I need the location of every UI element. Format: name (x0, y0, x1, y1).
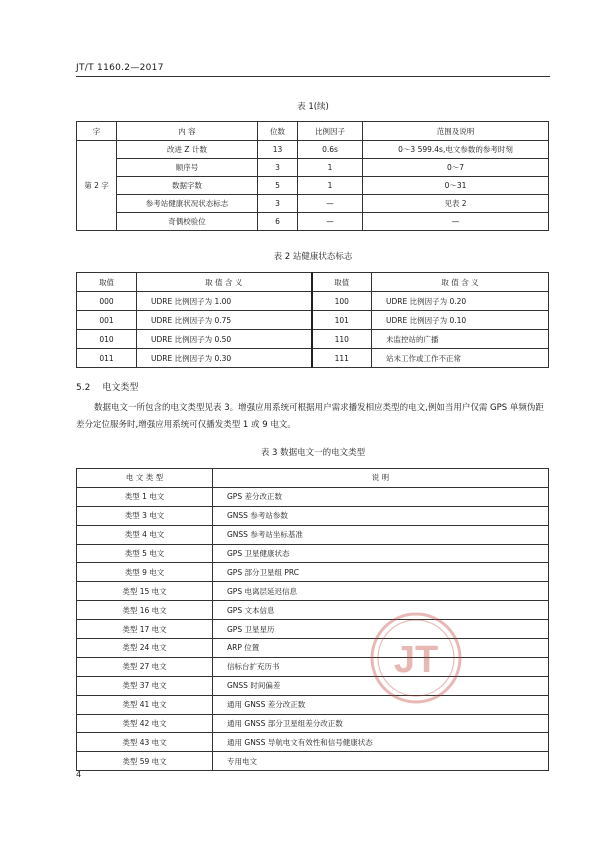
table-cell: 改进 Z 计数 (117, 141, 258, 159)
table-cell: 见表 2 (363, 195, 549, 213)
table-cell: UDRE 比例因子为 0.30 (137, 349, 312, 368)
table-row (77, 525, 549, 544)
table-cell: 类型 1 电文 (77, 487, 213, 506)
table-row (77, 292, 549, 311)
table-cell: 数据字数 (117, 177, 258, 195)
table1-header-row (77, 122, 549, 141)
table-row (77, 620, 549, 639)
table-cell: 13 (258, 141, 298, 159)
table-cell: 信标台扩充历书 (213, 657, 549, 676)
table-cell: 通用 GNSS 部分卫星组差分改正数 (213, 714, 549, 733)
table-cell: 类型 17 电文 (77, 620, 213, 639)
table2-col-meaning-a: 取 值 含 义 (137, 273, 312, 292)
table-cell: 类型 3 电文 (77, 506, 213, 525)
page-number: 4 (76, 770, 82, 779)
table3-caption: 表 3 数据电文一的电文类型 (260, 448, 366, 458)
table-cell: 001 (77, 311, 137, 330)
section-heading (76, 380, 150, 393)
table-cell: 类型 24 电文 (77, 639, 213, 658)
table-row (77, 601, 549, 620)
table2-col-value-a: 取值 (77, 273, 137, 292)
table-cell: 类型 5 电文 (77, 544, 213, 563)
table-cell: 011 (77, 349, 137, 368)
section-title: 电文类型 (102, 383, 139, 393)
table-row (77, 487, 549, 506)
table2-header-row (77, 273, 549, 292)
table-cell: GPS 卫星星历 (213, 620, 549, 639)
table-cell: 未监控站的广播 (372, 330, 549, 349)
jt-stamp-watermark (368, 610, 464, 706)
table2 (76, 272, 549, 368)
table-cell: 0.6s (298, 141, 363, 159)
table-cell: 3 (258, 195, 298, 213)
table3-header-row (77, 469, 549, 488)
table-cell: 类型 9 电文 (77, 563, 213, 582)
table-row (77, 177, 549, 195)
table-cell: 专用电文 (213, 752, 549, 771)
table-cell: UDRE 比例因子为 0.20 (372, 292, 549, 311)
table-cell: GPS 卫星健康状态 (213, 544, 549, 563)
table-row (77, 213, 549, 231)
table1-col-range: 范围及说明 (363, 122, 549, 141)
table-cell: GNSS 时间偏差 (213, 676, 549, 695)
table-cell: 奇偶校验位 (117, 213, 258, 231)
table-cell: 1 (298, 177, 363, 195)
table-row (77, 195, 549, 213)
table1 (76, 121, 549, 231)
table-cell: 类型 43 电文 (77, 733, 213, 752)
table1-caption: 表 1(续) (297, 102, 329, 112)
table-cell: 6 (258, 213, 298, 231)
table-row (77, 676, 549, 695)
table3-col-desc: 说 明 (213, 469, 549, 488)
table-cell: GPS 部分卫星组 PRC (213, 563, 549, 582)
table-row (77, 506, 549, 525)
table-cell: 参考站健康状况状态标志 (117, 195, 258, 213)
table-cell: 站未工作或工作不正常 (372, 349, 549, 368)
table-row (77, 141, 549, 159)
table-row (77, 330, 549, 349)
table-cell: GPS 电离层延迟信息 (213, 582, 549, 601)
table-row (77, 311, 549, 330)
table-cell: 000 (77, 292, 137, 311)
section-number: 5.2 (76, 383, 91, 393)
table-cell: 类型 37 电文 (77, 676, 213, 695)
table-row (77, 544, 549, 563)
table1-col-content: 内 容 (117, 122, 258, 141)
table-cell: 010 (77, 330, 137, 349)
stamp-text: JT (393, 639, 439, 681)
table-cell: UDRE 比例因子为 0.10 (372, 311, 549, 330)
table-cell: 1 (298, 159, 363, 177)
table-row (77, 639, 549, 658)
table-cell: ARP 位置 (213, 639, 549, 658)
table1-col-word: 字 (77, 122, 117, 141)
table1-col-bits: 位数 (258, 122, 298, 141)
table-cell: 3 (258, 159, 298, 177)
table1-word-label: 第 2 字 (77, 141, 117, 231)
table-cell: 5 (258, 177, 298, 195)
table-cell: — (363, 213, 549, 231)
table-cell: 类型 41 电文 (77, 695, 213, 714)
table-row (77, 733, 549, 752)
table-row (77, 714, 549, 733)
table-cell: UDRE 比例因子为 1.00 (137, 292, 312, 311)
table3 (76, 468, 549, 771)
table-cell: 0～3 599.4s,电文参数的参考时刻 (363, 141, 549, 159)
table-cell: 类型 4 电文 (77, 525, 213, 544)
body-paragraph: 数据电文一所包含的电文类型见表 3。增强应用系统可根据用户需求播发相应类型的电文,例如当用户仅需 GPS 单频伪距差分定位服务时,增强应用系统可仅播发类型 1 或 9 电文。 (76, 403, 544, 430)
table-cell: 通用 GNSS 导航电文有效性和信号健康状态 (213, 733, 549, 752)
table-row (77, 695, 549, 714)
table-cell: — (298, 213, 363, 231)
table3-col-type: 电 文 类 型 (77, 469, 213, 488)
table1-col-scale: 比例因子 (298, 122, 363, 141)
table-cell: GPS 文本信息 (213, 601, 549, 620)
header-rule (76, 76, 550, 77)
table-cell: 类型 42 电文 (77, 714, 213, 733)
table-cell: 类型 27 电文 (77, 657, 213, 676)
table-cell: GNSS 参考站参数 (213, 506, 549, 525)
table-cell: UDRE 比例因子为 0.75 (137, 311, 312, 330)
table-cell: UDRE 比例因子为 0.50 (137, 330, 312, 349)
table-cell: GPS 差分改正数 (213, 487, 549, 506)
table-row (77, 159, 549, 177)
table-cell: 类型 59 电文 (77, 752, 213, 771)
table-row (77, 563, 549, 582)
table-cell: 类型 16 电文 (77, 601, 213, 620)
table-cell: 100 (312, 292, 372, 311)
table-cell: 顺序号 (117, 159, 258, 177)
table-cell: 110 (312, 330, 372, 349)
standard-number: JT/T 1160.2—2017 (76, 63, 164, 73)
table-cell: — (298, 195, 363, 213)
table-cell: 0～7 (363, 159, 549, 177)
table-cell: 通用 GNSS 差分改正数 (213, 695, 549, 714)
table2-col-value-b: 取值 (312, 273, 372, 292)
table-row (77, 582, 549, 601)
table-cell: 101 (312, 311, 372, 330)
table-cell: 类型 15 电文 (77, 582, 213, 601)
table2-caption: 表 2 站健康状态标志 (273, 252, 353, 262)
table2-col-meaning-b: 取 值 含 义 (372, 273, 549, 292)
table-cell: GNSS 参考站坐标基准 (213, 525, 549, 544)
table-row (77, 349, 549, 368)
table-cell: 111 (312, 349, 372, 368)
table-cell: 0～31 (363, 177, 549, 195)
table-row (77, 657, 549, 676)
table-row (77, 752, 549, 771)
